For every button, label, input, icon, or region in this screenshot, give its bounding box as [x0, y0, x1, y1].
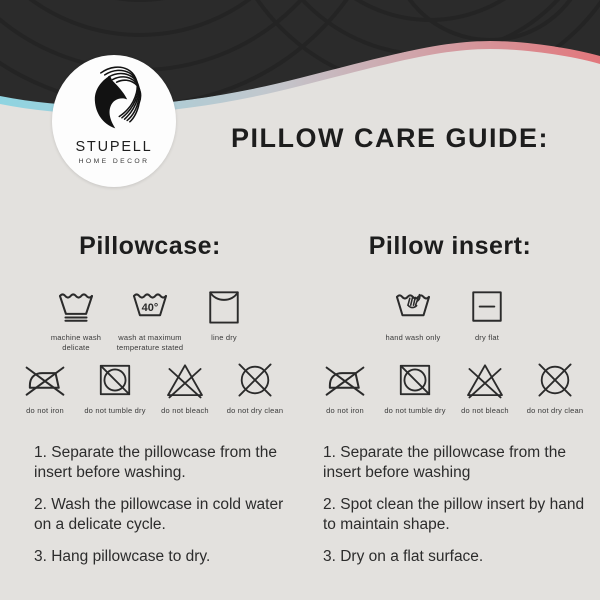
care-step: 2. Spot clean the pillow insert by hand to maintain shape. [323, 495, 585, 534]
care-symbol-label: do not bleach [161, 406, 209, 415]
pillowcase-instructions [0, 443, 300, 578]
pillow-insert-symbols-row-1 [376, 285, 524, 354]
care-step: 1. Separate the pillowcase from the insert before washing. [34, 444, 277, 482]
brand-tagline: HOME DECOR [78, 158, 150, 165]
do-not-dry-clean-icon [533, 358, 577, 402]
care-symbol-line-dry [189, 285, 259, 354]
pillowcase-symbols-row-1 [39, 285, 261, 354]
machine-wash-delicate-icon [54, 285, 98, 329]
care-symbol-label: do not dry clean [226, 406, 284, 415]
line-dry-icon [202, 285, 246, 329]
do-not-dry-clean-icon [233, 358, 277, 402]
care-symbol-label: line dry [211, 333, 237, 342]
care-symbol-do-not-dry-clean [522, 358, 588, 427]
pillow-insert-heading: Pillow insert: [368, 232, 532, 260]
care-symbol-do-not-iron [312, 358, 378, 427]
pillow-insert-symbols-row-2 [310, 358, 590, 427]
care-symbol-hand-wash-only [378, 285, 448, 354]
care-step: 3. Hang pillowcase to dry. [34, 547, 211, 565]
care-columns [0, 232, 600, 578]
care-step: 1. Separate the pillowcase from the insert before washing [323, 444, 566, 482]
wash-max-temp-icon [128, 285, 172, 329]
do-not-iron-icon [23, 358, 67, 402]
care-symbol-do-not-bleach [152, 358, 218, 427]
care-symbol-label: do not dry clean [526, 406, 584, 415]
pillowcase-heading: Pillowcase: [79, 232, 221, 260]
svg-text:40°: 40° [141, 302, 159, 315]
care-symbol-label: do not tumble dry [84, 406, 146, 415]
pillowcase-column [0, 232, 300, 578]
brand-logo-badge [52, 55, 176, 187]
do-not-tumble-dry-icon [93, 358, 137, 402]
dry-flat-icon [465, 285, 509, 329]
care-step: 3. Dry on a flat surface. [323, 547, 484, 565]
swan-logo-icon [81, 62, 147, 138]
brand-name: STUPELL [75, 139, 153, 155]
pillowcase-symbols-row-2 [10, 358, 290, 427]
care-symbol-do-not-tumble-dry [382, 358, 448, 427]
care-symbol-label: do not iron [26, 406, 64, 415]
care-symbol-do-not-bleach [452, 358, 518, 427]
care-symbol-label: do not iron [326, 406, 364, 415]
care-symbol-wash-max-temp [115, 285, 185, 354]
pillow-insert-column [300, 232, 600, 578]
care-symbol-do-not-iron [12, 358, 78, 427]
care-symbol-label: do not bleach [461, 406, 509, 415]
do-not-bleach-icon [163, 358, 207, 402]
care-symbol-label: hand wash only [385, 333, 441, 342]
care-symbol-label: machine wash delicate [50, 333, 102, 353]
care-symbol-label: dry flat [474, 333, 500, 342]
care-step: 2. Wash the pillowcase in cold water on a delicate cycle. [34, 495, 284, 534]
pillow-insert-instructions [300, 443, 600, 578]
do-not-iron-icon [323, 358, 367, 402]
page-title: PILLOW CARE GUIDE: [231, 123, 549, 153]
care-symbol-do-not-tumble-dry [82, 358, 148, 427]
care-symbol-label: wash at maximum temperature stated [116, 333, 184, 353]
do-not-bleach-icon [463, 358, 507, 402]
care-symbol-label: do not tumble dry [384, 406, 446, 415]
care-symbol-machine-wash-delicate [41, 285, 111, 354]
care-symbol-dry-flat [452, 285, 522, 354]
do-not-tumble-dry-icon [393, 358, 437, 402]
hand-wash-only-icon [391, 285, 435, 329]
care-symbol-do-not-dry-clean [222, 358, 288, 427]
